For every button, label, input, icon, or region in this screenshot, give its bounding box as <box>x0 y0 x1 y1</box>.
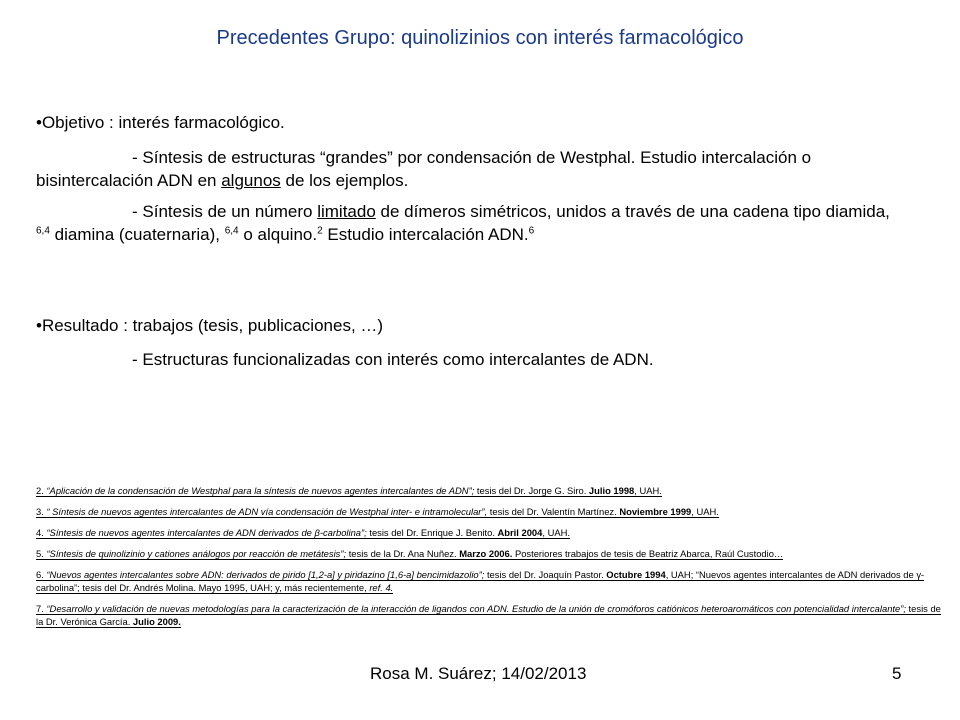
reference-author: tesis del Dr. Valentín Martínez. <box>487 506 620 517</box>
result-item-1-text: - Estructuras funcionalizadas con interés como intercalantes de ADN. <box>132 350 654 369</box>
reference-author: tesis del Dr. Enrique J. Benito. <box>366 527 498 538</box>
bullet-icon: • <box>36 113 42 132</box>
reference-title: “Desarrollo y validación de nuevas metodologías para la caracterización de la interacción de ligandos con ADN. Estudio de la unión de cromóforos catiónicos heteroaromáticos con potencialidad intercalante”; <box>46 603 906 614</box>
citation-superscript: 6,4 <box>36 225 50 237</box>
reference-date: Abril 2004 <box>497 527 543 538</box>
underlined-word-limitado: limitado <box>317 202 376 221</box>
reference-title: “Síntesis de nuevos agentes intercalantes de ADN derivados de β-carbolina”; <box>46 527 367 538</box>
reference-author: tesis del Dr. Joaquín Pastor. <box>484 569 607 580</box>
reference-number: 3. <box>36 506 47 517</box>
reference-author: tesis de la Dr. Ana Nuñez. <box>346 548 460 559</box>
objective-item-1-text: - Síntesis de estructuras “grandes” por condensación de Westphal. Estudio intercalación o bisintercalación ADN en <box>36 148 812 190</box>
result-heading <box>36 314 383 337</box>
result-heading-text: Resultado : trabajos (tesis, publicaciones, …) <box>41 316 384 335</box>
reference-institution: , UAH. <box>542 527 570 538</box>
reference-author: tesis de la Dr. Verónica García. <box>36 603 941 627</box>
reference-title: “Aplicación de la condensación de Westphal para la síntesis de nuevos agentes intercalantes de ADN”; <box>46 485 475 496</box>
citation-superscript: 2 <box>317 225 323 237</box>
objective-item-1-text-end: de los ejemplos. <box>280 171 409 190</box>
reference-date: Julio 1998 <box>588 485 635 496</box>
footer-author-date: Rosa M. Suárez; 14/02/2013 <box>370 664 587 683</box>
objective-heading <box>36 111 285 134</box>
reference-2 <box>36 484 944 497</box>
objective-item-2 <box>36 200 906 246</box>
objective-item-2-text: - Síntesis de un número <box>132 202 318 221</box>
reference-number: 4. <box>36 527 47 538</box>
result-item-1 <box>36 348 906 371</box>
reference-4 <box>36 526 944 539</box>
reference-title: “ Síntesis de nuevos agentes intercalantes de ADN vía condensación de Westphal inter- e intramolecular”, <box>46 506 488 517</box>
reference-title: “Síntesis de quinolizinio y cationes análogos por reacción de metátesis”; <box>46 548 347 559</box>
reference-note: Posteriores trabajos de tesis de Beatriz Abarca, Raúl Custodio… <box>512 548 784 559</box>
objective-heading-text: Objetivo : interés farmacológico. <box>41 113 285 132</box>
reference-author: tesis del Dr. Jorge G. Siro. <box>474 485 589 496</box>
reference-number: 6. <box>36 569 47 580</box>
reference-number: 7. <box>36 603 47 614</box>
reference-number: 5. <box>36 548 47 559</box>
reference-6 <box>36 568 944 594</box>
objective-item-2-text-e: Estudio intercalación ADN. <box>322 225 529 244</box>
reference-date: Octubre 1994 <box>606 569 666 580</box>
objective-item-1 <box>36 146 906 192</box>
reference-date: Noviembre 1999 <box>619 506 692 517</box>
objective-item-2-text-d: o alquino. <box>238 225 318 244</box>
underlined-word-algunos: algunos <box>221 171 281 190</box>
objective-item-2-text-c: diamina (cuaternaria), <box>49 225 225 244</box>
reference-number: 2. <box>36 485 47 496</box>
bullet-icon: • <box>36 316 42 335</box>
reference-3 <box>36 505 944 518</box>
reference-date: Julio 2009. <box>132 616 181 627</box>
reference-institution: , UAH. <box>691 506 719 517</box>
slide-title: Precedentes Grupo: quinolizinios con interés farmacológico <box>216 27 744 49</box>
reference-cross-ref: ref. 4. <box>369 582 394 593</box>
objective-item-2-text-b: de dímeros simétricos, unidos a través de una cadena tipo diamida, <box>375 202 890 221</box>
references-list <box>36 484 944 636</box>
reference-7 <box>36 602 944 628</box>
reference-title: “Nuevos agentes intercalantes sobre ADN: derivados de pirido [1,2-a] y piridazino [1,6-a] bencimidazolio”; <box>46 569 485 580</box>
reference-note: , UAH; “Nuevos agentes intercalantes de ADN derivados de γ-carbolina”; tesis del Dr. Andrés Molina. Mayo 1995, UAH; y, más recientemente, <box>36 569 925 593</box>
reference-date: Marzo 2006. <box>459 548 513 559</box>
reference-5 <box>36 547 944 560</box>
page-number: 5 <box>892 664 902 683</box>
reference-institution: , UAH. <box>634 485 662 496</box>
citation-superscript: 6,4 <box>224 225 239 237</box>
citation-superscript: 6 <box>528 225 535 237</box>
